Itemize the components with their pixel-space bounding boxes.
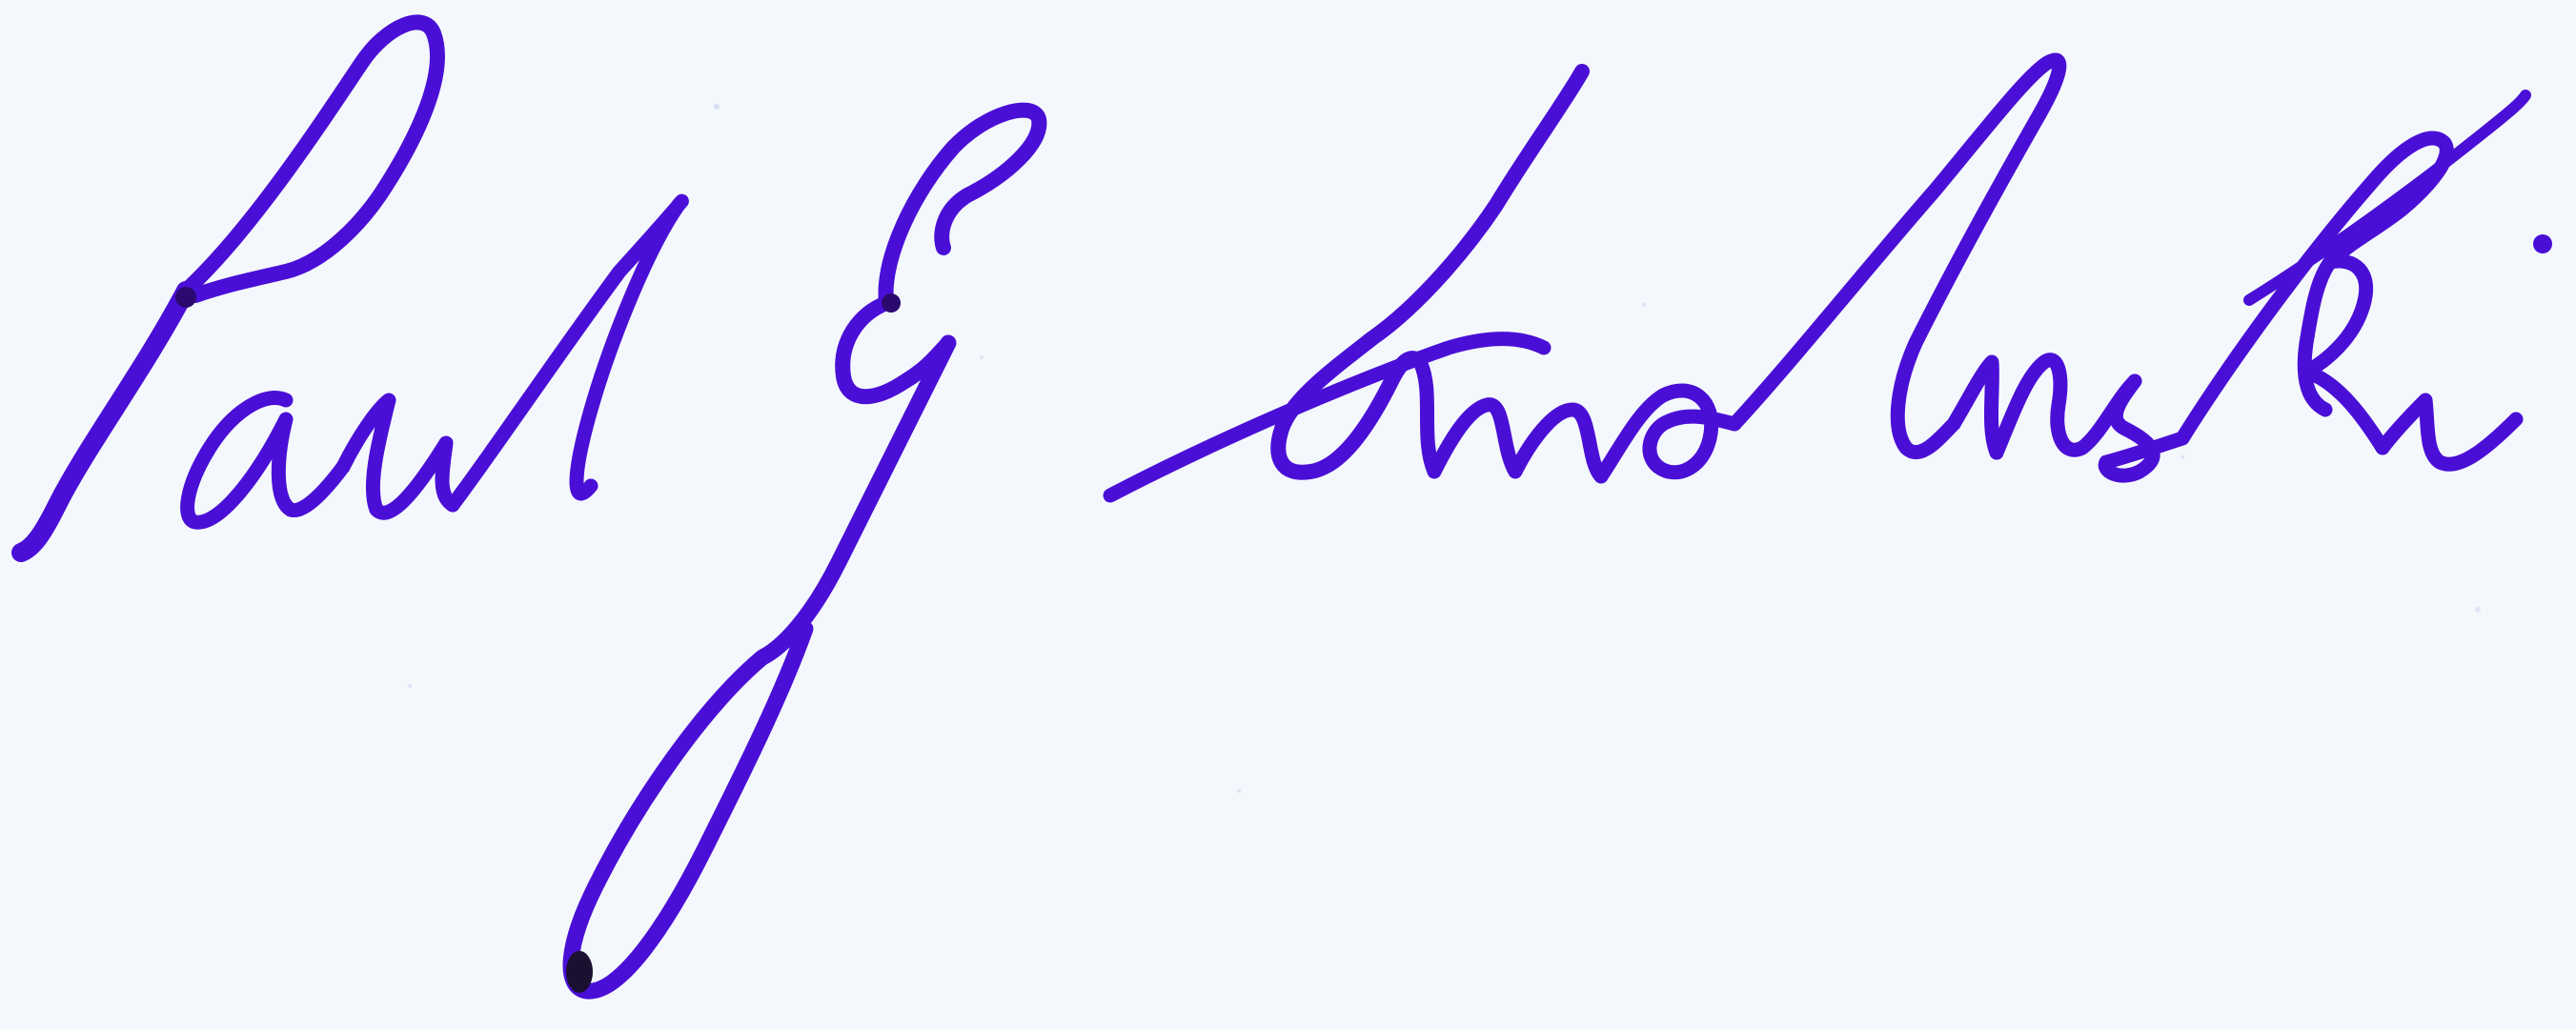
signature-letter-s xyxy=(1110,71,1582,495)
signature-flourish xyxy=(2249,95,2525,300)
signature-letter-i2 xyxy=(2383,234,2552,464)
signature-letter-l xyxy=(453,201,681,505)
signature-letter-s2 xyxy=(2105,381,2182,475)
signature-letter-i xyxy=(1954,362,1997,453)
signature-letter-k xyxy=(2182,138,2446,448)
signature-letter-u xyxy=(343,400,453,513)
signature-letter-m xyxy=(1420,362,1601,476)
signature-letter-a xyxy=(188,397,343,522)
signature-letter-l2 xyxy=(1734,60,2059,453)
signature-letter-o xyxy=(1601,391,1734,476)
